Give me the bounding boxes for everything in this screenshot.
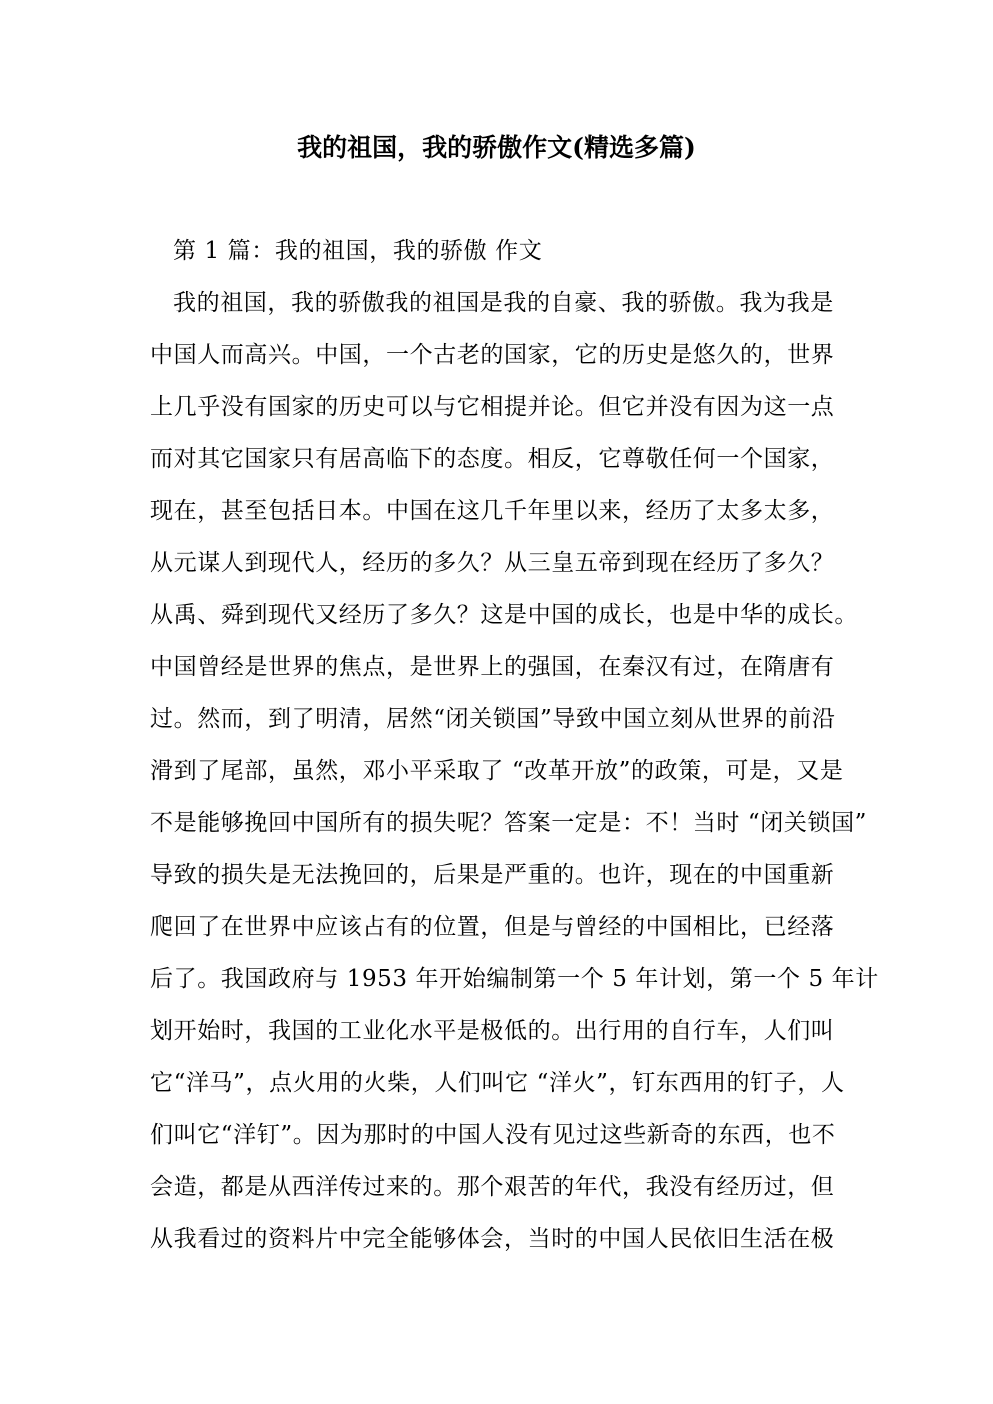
paragraph-line: 导致的损失是无法挽回的，后果是严重的。也许，现在的中国重新: [150, 862, 835, 888]
paragraph-line: 它“洋马”，点火用的火柴，人们叫它 “洋火”，钉东西用的钉子，人: [150, 1070, 845, 1096]
paragraph-line: 划开始时，我国的工业化水平是极低的。出行用的自行车，人们叫: [150, 1018, 835, 1044]
paragraph-line: 从元谋人到现代人，经历的多久？从三皇五帝到现在经历了多久？: [150, 550, 835, 576]
paragraph-line: 会造，都是从西洋传过来的。那个艰苦的年代，我没有经历过，但: [150, 1174, 835, 1200]
paragraph-line: 过。然而，到了明清，居然“闭关锁国”导致中国立刻从世界的前沿: [150, 706, 836, 732]
paragraph-line: 爬回了在世界中应该占有的位置，但是与曾经的中国相比，已经落: [150, 914, 835, 940]
document-title: 我的祖国，我的骄傲作文(精选多篇): [297, 133, 696, 162]
paragraph-line: 们叫它“洋钉”。因为那时的中国人没有见过这些新奇的东西，也不: [150, 1122, 836, 1148]
section-heading: 第 1 篇：我的祖国，我的骄傲 作文: [173, 238, 543, 264]
paragraph-line: 而对其它国家只有居高临下的态度。相反，它尊敬任何一个国家，: [150, 446, 835, 472]
paragraph-line: 从禹、舜到现代又经历了多久？这是中国的成长，也是中华的成长。: [150, 602, 858, 628]
paragraph-line: 现在，甚至包括日本。中国在这几千年里以来，经历了太多太多，: [150, 498, 835, 524]
paragraph-line: 滑到了尾部，虽然，邓小平采取了 “改革开放”的政策，可是，又是: [150, 758, 844, 784]
paragraph-line: 不是能够挽回中国所有的损失呢？答案一定是：不！当时 “闭关锁国”: [150, 810, 868, 836]
paragraph-line: 我的祖国，我的骄傲我的祖国是我的自豪、我的骄傲。我为我是: [173, 290, 834, 316]
paragraph-line: 中国人而高兴。中国，一个古老的国家，它的历史是悠久的，世界: [150, 342, 835, 368]
paragraph-line: 后了。我国政府与 1953 年开始编制第一个 5 年计划，第一个 5 年计: [150, 966, 879, 992]
paragraph-line: 上几乎没有国家的历史可以与它相提并论。但它并没有因为这一点: [150, 394, 835, 420]
paragraph-line: 从我看过的资料片中完全能够体会，当时的中国人民依旧生活在极: [150, 1226, 835, 1252]
paragraph-line: 中国曾经是世界的焦点，是世界上的强国，在秦汉有过，在隋唐有: [150, 654, 835, 680]
